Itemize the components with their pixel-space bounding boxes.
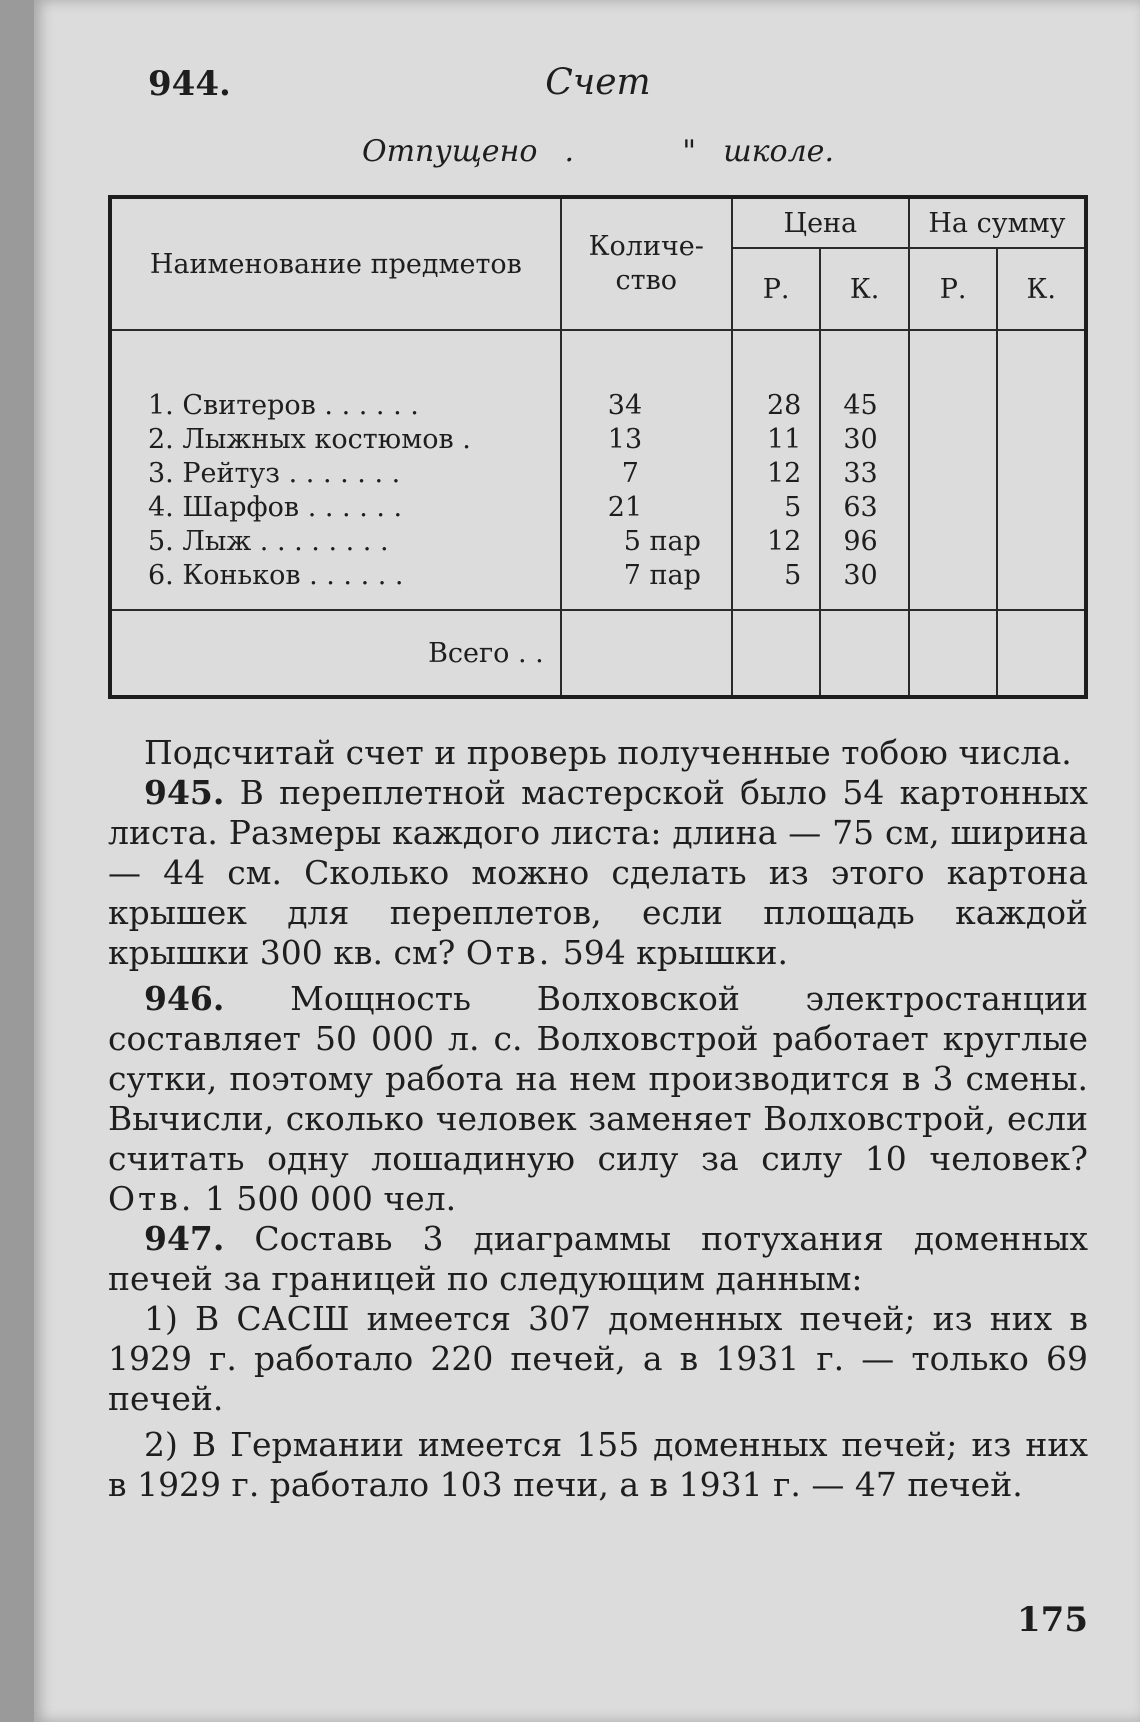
invoice-title: Счет xyxy=(545,62,651,103)
header-sum-rub: Р. xyxy=(909,248,998,330)
page-number: 175 xyxy=(1017,1600,1088,1640)
problem-945-number: 945. xyxy=(144,773,225,812)
header-item-names: Наименование предметов xyxy=(110,197,561,330)
item-name: 1. Свитеров . . . . . . xyxy=(148,390,419,421)
item-name: 5. Лыж . . . . . . . . xyxy=(148,526,389,557)
table-body-row xyxy=(110,330,1086,610)
item-price-rub: 28 xyxy=(766,390,802,421)
book-page xyxy=(34,0,1140,1722)
total-price-kop xyxy=(820,610,909,697)
total-qty xyxy=(561,610,732,697)
item-qty: 21 xyxy=(607,492,643,523)
item-qty: 5 пар xyxy=(623,526,701,557)
item-qty-cell xyxy=(561,330,732,610)
problem-947-item-1: 1) В САСШ имеется 307 доменных печей; из них в 1929 г. работало 220 печей, а в 1931 г. — только 69 печей. xyxy=(108,1299,1088,1418)
problem-945-answer: 594 крышки. xyxy=(562,933,788,972)
item-price-kop: 63 xyxy=(843,492,878,523)
subtitle-right: школе. xyxy=(723,134,834,169)
header-price-rub: Р. xyxy=(732,248,821,330)
problem-944-instruction: Подсчитай счет и проверь полученные тобою числа. xyxy=(144,733,1072,772)
item-price-rub: 12 xyxy=(766,458,802,489)
item-price-kop-cell xyxy=(820,330,909,610)
item-sum-rub-cell xyxy=(909,330,998,610)
problem-945-answer-label: Отв. xyxy=(465,933,553,972)
item-price-kop: 96 xyxy=(843,526,878,557)
item-price-rub: 5 xyxy=(784,560,802,591)
total-sum-kop xyxy=(997,610,1086,697)
invoice-table xyxy=(108,195,1088,699)
problems-text xyxy=(108,733,1088,1505)
total-row xyxy=(110,610,1086,697)
problem-947 xyxy=(108,1219,1088,1299)
page-content xyxy=(108,56,1088,1505)
header-quantity-label: Количе-ство xyxy=(588,231,704,296)
problem-946-text: Мощность Волховской электростанции составляет 50 000 л. с. Волховстрой работает круглые сутки, поэтому работа на нем производится в 3 смены. Вычисли, сколько человек заменяет Волховстрой, если считать одну лошадиную силу за силу 10 человек? xyxy=(108,979,1088,1178)
problem-947-item-2: 2) В Германии имеется 155 доменных печей; из них в 1929 г. работало 103 печи, а в 1931 г. — 47 печей. xyxy=(108,1425,1088,1504)
problem-946-answer-label: Отв. xyxy=(108,1179,195,1218)
item-names-cell xyxy=(110,330,561,610)
header-quantity xyxy=(561,197,732,330)
item-price-kop: 30 xyxy=(843,560,878,591)
item-price-rub-cell xyxy=(732,330,821,610)
header-sum: На сумму xyxy=(909,197,1086,248)
problem-947-text: Составь 3 диаграммы потухания доменных печей за границей по следующим данным: xyxy=(108,1219,1088,1298)
item-price-kop: 33 xyxy=(843,458,878,489)
problem-946 xyxy=(108,979,1088,1219)
item-price-rub: 11 xyxy=(766,424,802,455)
item-price-rub: 5 xyxy=(784,492,802,523)
problem-944-header xyxy=(108,56,1088,116)
item-name: 2. Лыжных костюмов . xyxy=(148,424,471,455)
item-name: 3. Рейтуз . . . . . . . xyxy=(148,458,401,489)
item-name: 6. Коньков . . . . . . xyxy=(148,560,404,591)
item-name: 4. Шарфов . . . . . . xyxy=(148,492,403,523)
total-label: Всего . . xyxy=(110,610,561,697)
problem-944-number: 944. xyxy=(148,64,231,104)
item-qty: 7 xyxy=(621,458,639,489)
item-qty: 34 xyxy=(607,390,643,421)
item-qty: 7 пар xyxy=(623,560,701,591)
item-price-kop: 30 xyxy=(843,424,878,455)
header-sum-kop: К. xyxy=(997,248,1086,330)
header-price: Цена xyxy=(732,197,909,248)
total-sum-rub xyxy=(909,610,998,697)
subtitle-left: Отпущено xyxy=(362,134,538,169)
problem-946-answer: 1 500 000 чел. xyxy=(204,1179,457,1218)
problem-947-number: 947. xyxy=(144,1219,225,1258)
item-sum-kop-cell xyxy=(997,330,1086,610)
problem-945-text: В переплетной мастерской было 54 картонных листа. Размеры каждого листа: длина — 75 см, ширина — 44 см. Сколько можно сделать из этого картона крышек для переплетов, если площадь каждой крышки 300 кв. см? xyxy=(108,773,1088,972)
item-price-kop: 45 xyxy=(843,390,878,421)
item-qty: 13 xyxy=(607,424,643,455)
problem-945 xyxy=(108,773,1088,973)
total-price-rub xyxy=(732,610,821,697)
problem-946-number: 946. xyxy=(144,979,225,1018)
invoice-subtitle: Отпущено . " школе. xyxy=(362,134,834,169)
header-price-kop: К. xyxy=(820,248,909,330)
item-price-rub: 12 xyxy=(766,526,802,557)
